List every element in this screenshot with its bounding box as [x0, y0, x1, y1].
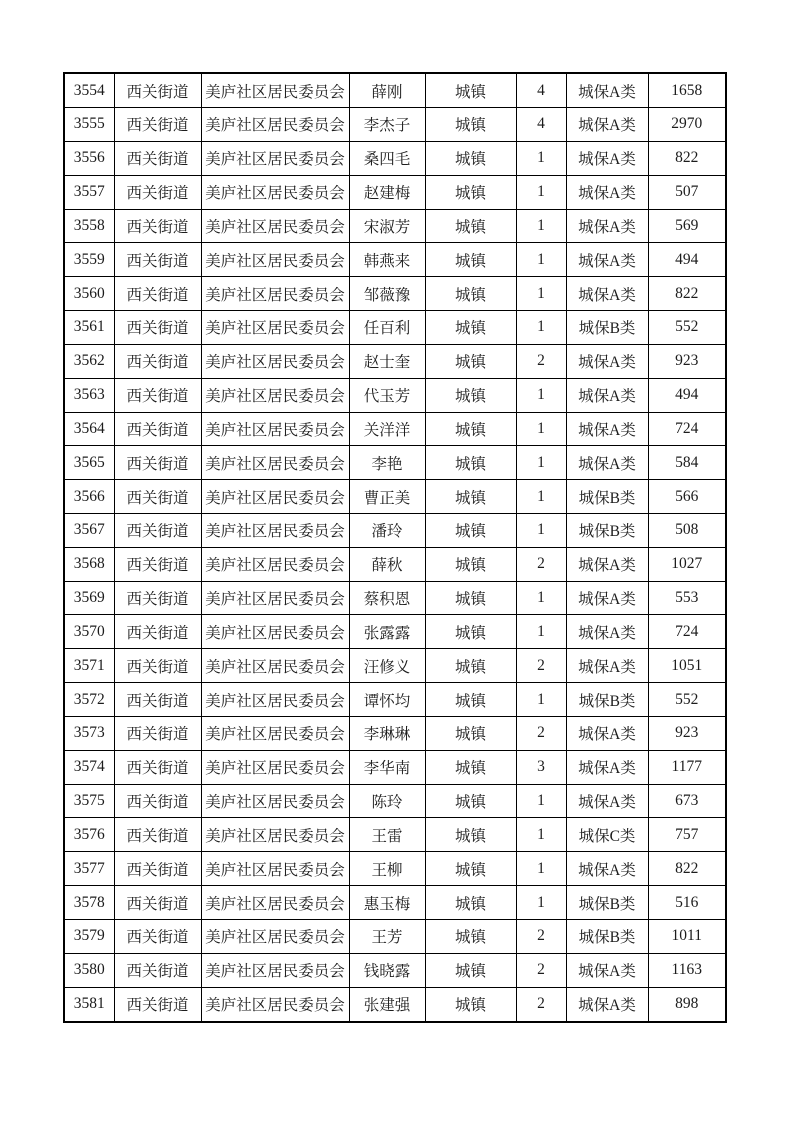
cell-serial-number: 3561	[64, 311, 114, 345]
table-row	[64, 649, 726, 683]
cell-residence-type: 城镇	[425, 344, 516, 378]
cell-insurance-category: 城保A类	[566, 344, 648, 378]
table-row	[64, 141, 726, 175]
cell-household-count: 2	[516, 919, 566, 953]
cell-residence-type: 城镇	[425, 547, 516, 581]
cell-insurance-category: 城保B类	[566, 514, 648, 548]
cell-household-count: 1	[516, 683, 566, 717]
cell-serial-number: 3573	[64, 716, 114, 750]
cell-residence-type: 城镇	[425, 277, 516, 311]
cell-committee: 美庐社区居民委员会	[201, 480, 349, 514]
table-row	[64, 683, 726, 717]
cell-person-name: 薛刚	[349, 73, 425, 108]
cell-street: 西关街道	[114, 480, 201, 514]
cell-serial-number: 3581	[64, 987, 114, 1022]
cell-serial-number: 3571	[64, 649, 114, 683]
cell-person-name: 陈玲	[349, 784, 425, 818]
cell-insurance-category: 城保A类	[566, 243, 648, 277]
cell-household-count: 1	[516, 243, 566, 277]
table-row	[64, 73, 726, 108]
cell-residence-type: 城镇	[425, 818, 516, 852]
cell-serial-number: 3569	[64, 581, 114, 615]
cell-street: 西关街道	[114, 581, 201, 615]
cell-person-name: 谭怀均	[349, 683, 425, 717]
cell-amount: 508	[648, 514, 726, 548]
cell-household-count: 2	[516, 344, 566, 378]
cell-insurance-category: 城保A类	[566, 547, 648, 581]
table-row	[64, 953, 726, 987]
cell-amount: 1011	[648, 919, 726, 953]
cell-street: 西关街道	[114, 547, 201, 581]
cell-household-count: 1	[516, 311, 566, 345]
cell-person-name: 李华南	[349, 750, 425, 784]
cell-household-count: 1	[516, 818, 566, 852]
cell-serial-number: 3555	[64, 108, 114, 142]
cell-committee: 美庐社区居民委员会	[201, 344, 349, 378]
cell-household-count: 1	[516, 852, 566, 886]
cell-committee: 美庐社区居民委员会	[201, 73, 349, 108]
cell-person-name: 李艳	[349, 446, 425, 480]
cell-street: 西关街道	[114, 446, 201, 480]
cell-residence-type: 城镇	[425, 446, 516, 480]
cell-amount: 923	[648, 344, 726, 378]
cell-residence-type: 城镇	[425, 716, 516, 750]
cell-street: 西关街道	[114, 818, 201, 852]
cell-insurance-category: 城保A类	[566, 953, 648, 987]
cell-residence-type: 城镇	[425, 953, 516, 987]
cell-committee: 美庐社区居民委员会	[201, 209, 349, 243]
cell-person-name: 韩燕来	[349, 243, 425, 277]
cell-serial-number: 3557	[64, 175, 114, 209]
cell-insurance-category: 城保A类	[566, 73, 648, 108]
table-row	[64, 108, 726, 142]
cell-household-count: 2	[516, 987, 566, 1022]
cell-street: 西关街道	[114, 141, 201, 175]
cell-residence-type: 城镇	[425, 514, 516, 548]
cell-amount: 569	[648, 209, 726, 243]
cell-household-count: 4	[516, 108, 566, 142]
cell-residence-type: 城镇	[425, 175, 516, 209]
cell-insurance-category: 城保A类	[566, 378, 648, 412]
cell-insurance-category: 城保A类	[566, 784, 648, 818]
cell-street: 西关街道	[114, 209, 201, 243]
cell-committee: 美庐社区居民委员会	[201, 852, 349, 886]
cell-household-count: 1	[516, 784, 566, 818]
table-row	[64, 919, 726, 953]
cell-serial-number: 3556	[64, 141, 114, 175]
table-row	[64, 378, 726, 412]
cell-committee: 美庐社区居民委员会	[201, 919, 349, 953]
cell-street: 西关街道	[114, 311, 201, 345]
cell-insurance-category: 城保A类	[566, 649, 648, 683]
cell-household-count: 1	[516, 615, 566, 649]
cell-committee: 美庐社区居民委员会	[201, 818, 349, 852]
cell-person-name: 李杰子	[349, 108, 425, 142]
table-row	[64, 987, 726, 1022]
cell-person-name: 李琳琳	[349, 716, 425, 750]
cell-insurance-category: 城保B类	[566, 311, 648, 345]
cell-insurance-category: 城保B类	[566, 919, 648, 953]
cell-household-count: 4	[516, 73, 566, 108]
cell-serial-number: 3558	[64, 209, 114, 243]
table-row	[64, 344, 726, 378]
cell-serial-number: 3567	[64, 514, 114, 548]
cell-residence-type: 城镇	[425, 141, 516, 175]
cell-serial-number: 3580	[64, 953, 114, 987]
cell-insurance-category: 城保A类	[566, 412, 648, 446]
cell-street: 西关街道	[114, 716, 201, 750]
cell-street: 西关街道	[114, 73, 201, 108]
cell-insurance-category: 城保A类	[566, 750, 648, 784]
cell-committee: 美庐社区居民委员会	[201, 581, 349, 615]
cell-residence-type: 城镇	[425, 852, 516, 886]
cell-amount: 673	[648, 784, 726, 818]
table-row	[64, 818, 726, 852]
cell-residence-type: 城镇	[425, 73, 516, 108]
table-row	[64, 209, 726, 243]
cell-serial-number: 3568	[64, 547, 114, 581]
cell-residence-type: 城镇	[425, 209, 516, 243]
cell-residence-type: 城镇	[425, 243, 516, 277]
cell-street: 西关街道	[114, 750, 201, 784]
cell-committee: 美庐社区居民委员会	[201, 649, 349, 683]
table-row	[64, 311, 726, 345]
cell-amount: 507	[648, 175, 726, 209]
cell-committee: 美庐社区居民委员会	[201, 108, 349, 142]
cell-person-name: 赵建梅	[349, 175, 425, 209]
cell-insurance-category: 城保B类	[566, 683, 648, 717]
table-body	[64, 73, 726, 1022]
cell-amount: 494	[648, 243, 726, 277]
cell-household-count: 2	[516, 547, 566, 581]
cell-street: 西关街道	[114, 175, 201, 209]
cell-person-name: 任百利	[349, 311, 425, 345]
cell-committee: 美庐社区居民委员会	[201, 141, 349, 175]
cell-street: 西关街道	[114, 615, 201, 649]
cell-amount: 822	[648, 277, 726, 311]
cell-amount: 822	[648, 852, 726, 886]
cell-committee: 美庐社区居民委员会	[201, 514, 349, 548]
cell-insurance-category: 城保A类	[566, 852, 648, 886]
cell-street: 西关街道	[114, 108, 201, 142]
cell-committee: 美庐社区居民委员会	[201, 987, 349, 1022]
cell-amount: 553	[648, 581, 726, 615]
cell-person-name: 钱晓露	[349, 953, 425, 987]
cell-household-count: 1	[516, 412, 566, 446]
cell-person-name: 惠玉梅	[349, 886, 425, 920]
cell-street: 西关街道	[114, 953, 201, 987]
cell-amount: 1051	[648, 649, 726, 683]
cell-amount: 724	[648, 412, 726, 446]
cell-residence-type: 城镇	[425, 311, 516, 345]
cell-committee: 美庐社区居民委员会	[201, 683, 349, 717]
cell-household-count: 1	[516, 277, 566, 311]
cell-person-name: 张露露	[349, 615, 425, 649]
cell-committee: 美庐社区居民委员会	[201, 716, 349, 750]
cell-street: 西关街道	[114, 378, 201, 412]
cell-street: 西关街道	[114, 987, 201, 1022]
cell-serial-number: 3578	[64, 886, 114, 920]
cell-residence-type: 城镇	[425, 784, 516, 818]
cell-person-name: 桑四毛	[349, 141, 425, 175]
cell-insurance-category: 城保A类	[566, 581, 648, 615]
table-row	[64, 243, 726, 277]
cell-residence-type: 城镇	[425, 987, 516, 1022]
cell-person-name: 曹正美	[349, 480, 425, 514]
cell-insurance-category: 城保A类	[566, 446, 648, 480]
cell-amount: 584	[648, 446, 726, 480]
cell-committee: 美庐社区居民委员会	[201, 277, 349, 311]
cell-amount: 822	[648, 141, 726, 175]
cell-residence-type: 城镇	[425, 919, 516, 953]
cell-household-count: 1	[516, 514, 566, 548]
cell-serial-number: 3574	[64, 750, 114, 784]
table-row	[64, 412, 726, 446]
cell-committee: 美庐社区居民委员会	[201, 886, 349, 920]
cell-residence-type: 城镇	[425, 683, 516, 717]
table-row	[64, 852, 726, 886]
cell-serial-number: 3554	[64, 73, 114, 108]
cell-street: 西关街道	[114, 277, 201, 311]
cell-household-count: 1	[516, 175, 566, 209]
cell-serial-number: 3560	[64, 277, 114, 311]
cell-amount: 552	[648, 683, 726, 717]
cell-committee: 美庐社区居民委员会	[201, 446, 349, 480]
cell-insurance-category: 城保A类	[566, 141, 648, 175]
cell-amount: 494	[648, 378, 726, 412]
cell-amount: 552	[648, 311, 726, 345]
table-row	[64, 547, 726, 581]
cell-insurance-category: 城保A类	[566, 175, 648, 209]
cell-person-name: 代玉芳	[349, 378, 425, 412]
cell-amount: 1177	[648, 750, 726, 784]
cell-street: 西关街道	[114, 886, 201, 920]
cell-serial-number: 3566	[64, 480, 114, 514]
cell-residence-type: 城镇	[425, 581, 516, 615]
cell-residence-type: 城镇	[425, 480, 516, 514]
cell-household-count: 2	[516, 953, 566, 987]
table-row	[64, 446, 726, 480]
cell-household-count: 1	[516, 480, 566, 514]
cell-committee: 美庐社区居民委员会	[201, 311, 349, 345]
cell-person-name: 王芳	[349, 919, 425, 953]
cell-committee: 美庐社区居民委员会	[201, 750, 349, 784]
cell-street: 西关街道	[114, 852, 201, 886]
table-row	[64, 716, 726, 750]
cell-committee: 美庐社区居民委员会	[201, 784, 349, 818]
cell-serial-number: 3565	[64, 446, 114, 480]
cell-serial-number: 3576	[64, 818, 114, 852]
cell-amount: 923	[648, 716, 726, 750]
cell-committee: 美庐社区居民委员会	[201, 175, 349, 209]
cell-amount: 2970	[648, 108, 726, 142]
cell-person-name: 关洋洋	[349, 412, 425, 446]
cell-amount: 516	[648, 886, 726, 920]
cell-serial-number: 3577	[64, 852, 114, 886]
cell-amount: 724	[648, 615, 726, 649]
cell-serial-number: 3563	[64, 378, 114, 412]
table-row	[64, 480, 726, 514]
cell-amount: 898	[648, 987, 726, 1022]
cell-person-name: 邹薇豫	[349, 277, 425, 311]
cell-residence-type: 城镇	[425, 108, 516, 142]
cell-committee: 美庐社区居民委员会	[201, 615, 349, 649]
cell-amount: 1163	[648, 953, 726, 987]
cell-street: 西关街道	[114, 344, 201, 378]
cell-residence-type: 城镇	[425, 750, 516, 784]
cell-person-name: 蔡积恩	[349, 581, 425, 615]
table-row	[64, 784, 726, 818]
cell-insurance-category: 城保A类	[566, 987, 648, 1022]
cell-serial-number: 3564	[64, 412, 114, 446]
cell-residence-type: 城镇	[425, 412, 516, 446]
cell-person-name: 王柳	[349, 852, 425, 886]
cell-person-name: 薛秋	[349, 547, 425, 581]
cell-street: 西关街道	[114, 683, 201, 717]
cell-serial-number: 3572	[64, 683, 114, 717]
cell-person-name: 潘玲	[349, 514, 425, 548]
cell-person-name: 王雷	[349, 818, 425, 852]
cell-household-count: 1	[516, 581, 566, 615]
cell-insurance-category: 城保A类	[566, 615, 648, 649]
cell-household-count: 3	[516, 750, 566, 784]
cell-committee: 美庐社区居民委员会	[201, 547, 349, 581]
table-row	[64, 581, 726, 615]
cell-insurance-category: 城保C类	[566, 818, 648, 852]
cell-person-name: 赵士奎	[349, 344, 425, 378]
cell-amount: 757	[648, 818, 726, 852]
table-row	[64, 886, 726, 920]
cell-residence-type: 城镇	[425, 886, 516, 920]
table-row	[64, 277, 726, 311]
cell-residence-type: 城镇	[425, 378, 516, 412]
roster-table	[63, 72, 727, 1023]
cell-committee: 美庐社区居民委员会	[201, 412, 349, 446]
cell-household-count: 1	[516, 446, 566, 480]
table-row	[64, 175, 726, 209]
cell-committee: 美庐社区居民委员会	[201, 243, 349, 277]
cell-street: 西关街道	[114, 649, 201, 683]
cell-household-count: 1	[516, 378, 566, 412]
cell-street: 西关街道	[114, 514, 201, 548]
cell-household-count: 2	[516, 649, 566, 683]
cell-street: 西关街道	[114, 412, 201, 446]
cell-street: 西关街道	[114, 243, 201, 277]
cell-committee: 美庐社区居民委员会	[201, 378, 349, 412]
cell-household-count: 1	[516, 141, 566, 175]
cell-insurance-category: 城保A类	[566, 716, 648, 750]
table-row	[64, 514, 726, 548]
table-row	[64, 750, 726, 784]
cell-residence-type: 城镇	[425, 649, 516, 683]
cell-person-name: 汪修义	[349, 649, 425, 683]
cell-serial-number: 3562	[64, 344, 114, 378]
cell-street: 西关街道	[114, 919, 201, 953]
cell-serial-number: 3579	[64, 919, 114, 953]
cell-serial-number: 3575	[64, 784, 114, 818]
cell-committee: 美庐社区居民委员会	[201, 953, 349, 987]
cell-insurance-category: 城保A类	[566, 108, 648, 142]
cell-household-count: 1	[516, 886, 566, 920]
cell-person-name: 张建强	[349, 987, 425, 1022]
cell-insurance-category: 城保B类	[566, 886, 648, 920]
cell-household-count: 1	[516, 209, 566, 243]
cell-insurance-category: 城保A类	[566, 277, 648, 311]
cell-amount: 566	[648, 480, 726, 514]
cell-serial-number: 3559	[64, 243, 114, 277]
cell-insurance-category: 城保B类	[566, 480, 648, 514]
cell-street: 西关街道	[114, 784, 201, 818]
cell-serial-number: 3570	[64, 615, 114, 649]
cell-insurance-category: 城保A类	[566, 209, 648, 243]
cell-amount: 1027	[648, 547, 726, 581]
cell-residence-type: 城镇	[425, 615, 516, 649]
cell-amount: 1658	[648, 73, 726, 108]
cell-household-count: 2	[516, 716, 566, 750]
cell-person-name: 宋淑芳	[349, 209, 425, 243]
table-row	[64, 615, 726, 649]
